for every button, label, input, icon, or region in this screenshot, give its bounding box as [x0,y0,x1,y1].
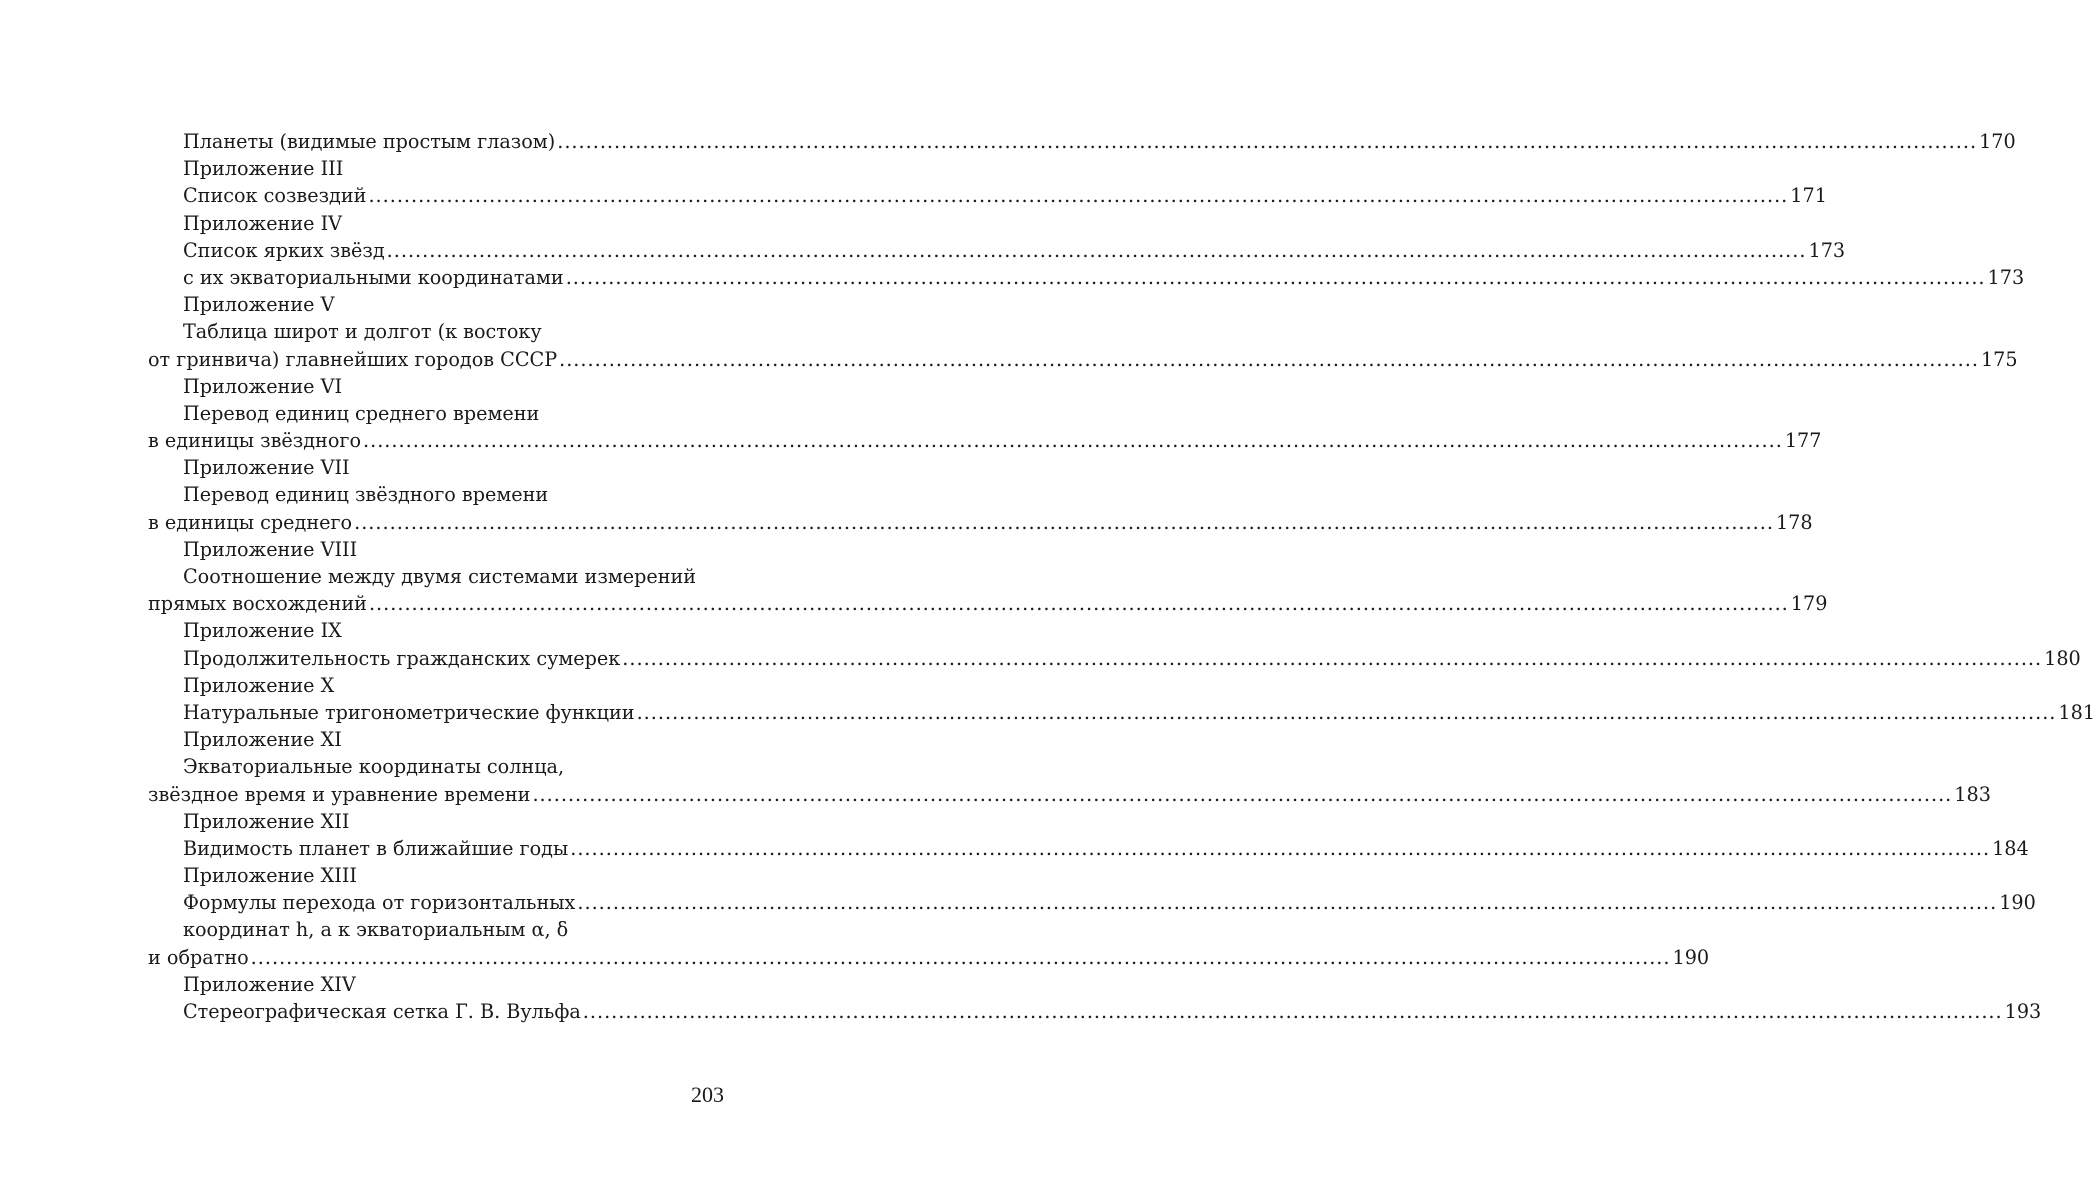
dot-leader: ........................................................................................................................................................................................................ [368,184,1789,208]
dot-leader: ........................................................................................................................................................................................................ [368,592,1789,616]
dot-leader: ........................................................................................................................................................................................................ [557,130,1978,153]
toc-heading [148,971,711,998]
toc-entry [148,509,1813,536]
toc-heading [148,155,711,182]
table-of-contents [148,128,2095,1025]
toc-entry [148,835,2029,862]
toc-heading [148,617,711,644]
toc-entry-title: Соотношение между двумя системами измерений [183,565,697,588]
toc-entry-title: Перевод единиц звёздного времени [183,483,549,507]
dot-leader: ........................................................................................................................................................................................................ [250,945,1671,969]
dot-leader: ........................................................................................................................................................................................................ [570,836,1991,860]
toc-entry [148,699,2095,726]
dot-leader: ........................................................................................................................................................................................................ [559,347,1979,371]
toc-entry-title: Экваториальные координаты солнца, [183,755,565,779]
toc-entry [148,998,2042,1025]
dot-leader: ........................................................................................................................................................................................................ [532,782,1953,806]
page-number: 203 [691,1082,724,1107]
toc-entry [148,346,2018,373]
toc-entry-title: Приложение III [183,157,344,181]
toc-heading [148,536,711,563]
toc-entry [148,590,1828,617]
toc-entry-page: 178 [1775,510,1813,534]
dot-leader: ........................................................................................................................................................................................................ [577,891,1998,915]
toc-entry-title: в единицы среднего [148,510,353,534]
toc-heading [148,400,711,427]
toc-heading [148,808,711,835]
toc-entry-title: Приложение XIV [183,972,356,996]
toc-entry [148,182,1827,209]
toc-entry-page: 190 [1672,945,1710,969]
toc-heading [148,291,711,318]
toc-entry-title: Натуральные тригонометрические функции [183,700,635,724]
toc-entry [148,944,1710,971]
toc-heading [148,753,711,780]
toc-entry-title: Продолжительность гражданских сумерек [183,646,621,670]
toc-entry [148,427,1822,454]
toc-entry-page: 184 [1992,836,2029,860]
toc-entry-title: Приложение VIII [183,537,358,561]
toc-entry-title: Таблица широт и долгот (к востоку [183,320,542,344]
dot-leader: ........................................................................................................................................................................................................ [582,1000,2003,1023]
toc-heading [148,373,711,400]
toc-entry-title: Приложение VII [183,456,350,480]
toc-entry-page: 183 [1954,782,1991,806]
toc-entry-title: Планеты (видимые простым глазом) [183,130,556,153]
toc-entry-page: 173 [1987,265,2025,289]
toc-heading [148,672,711,699]
toc-entry-title: координат h, а к экваториальным α, δ [183,918,569,942]
toc-heading [148,481,711,508]
toc-entry-title: Список созвездий [183,184,367,208]
toc-heading [148,862,711,889]
toc-entry-page: 190 [1999,891,2036,915]
toc-entry-page: 180 [2044,646,2081,670]
toc-entry [148,889,2036,916]
toc-entry-title: Стереографическая сетка Г. В. Вульфа [183,1000,581,1023]
toc-entry-title: звёздное время и уравнение времени [148,782,531,806]
toc-entry [148,264,2025,291]
toc-entry-title: Приложение IV [183,211,343,235]
toc-entry-title: Приложение XII [183,809,350,833]
dot-leader: ........................................................................................................................................................................................................ [363,429,1783,453]
toc-entry-page: 177 [1784,429,1822,453]
toc-entry [148,781,1991,808]
toc-entry [148,128,2016,155]
dot-leader: ........................................................................................................................................................................................................ [622,646,2043,670]
dot-leader: ........................................................................................................................................................................................................ [354,510,1774,534]
toc-entry [148,237,1846,264]
toc-entry-title: Приложение XI [183,728,342,752]
toc-entry-title: от гринвича) главнейших городов СССР [148,347,558,371]
dot-leader: ........................................................................................................................................................................................................ [386,238,1807,262]
toc-entry-title: Видимость планет в ближайшие годы [183,836,569,860]
toc-entry-title: Приложение IX [183,619,342,643]
toc-entry-page: 173 [1808,238,1846,262]
toc-entry-title: Перевод единиц среднего времени [183,401,540,425]
toc-entry-title: с их экваториальными координатами [183,265,564,289]
toc-entry [148,645,2081,672]
toc-heading [148,318,711,345]
toc-entry-title: Приложение X [183,673,335,697]
toc-entry-page: 179 [1790,592,1828,616]
toc-heading [148,916,711,943]
toc-entry-title: Список ярких звёзд [183,238,385,262]
toc-entry-title: и обратно [148,945,249,969]
dot-leader: ........................................................................................................................................................................................................ [636,700,2057,724]
toc-entry-title: Приложение XIII [183,864,357,888]
toc-entry-page: 181 [2058,700,2095,724]
toc-heading [148,563,711,590]
toc-entry-page: 171 [1790,184,1827,208]
toc-entry-title: Приложение VI [183,374,343,398]
toc-entry-page: 175 [1980,347,2018,371]
toc-entry-page: 193 [2004,1000,2042,1023]
toc-entry-title: прямых восхождений [148,592,367,616]
toc-heading [148,454,711,481]
toc-heading [148,210,711,237]
dot-leader: ........................................................................................................................................................................................................ [565,265,1986,289]
toc-entry-title: Приложение V [183,293,335,317]
toc-heading [148,726,711,753]
toc-entry-title: Формулы перехода от горизонтальных [183,891,576,915]
toc-entry-title: в единицы звёздного [148,429,361,453]
toc-entry-page: 170 [1979,130,2016,153]
